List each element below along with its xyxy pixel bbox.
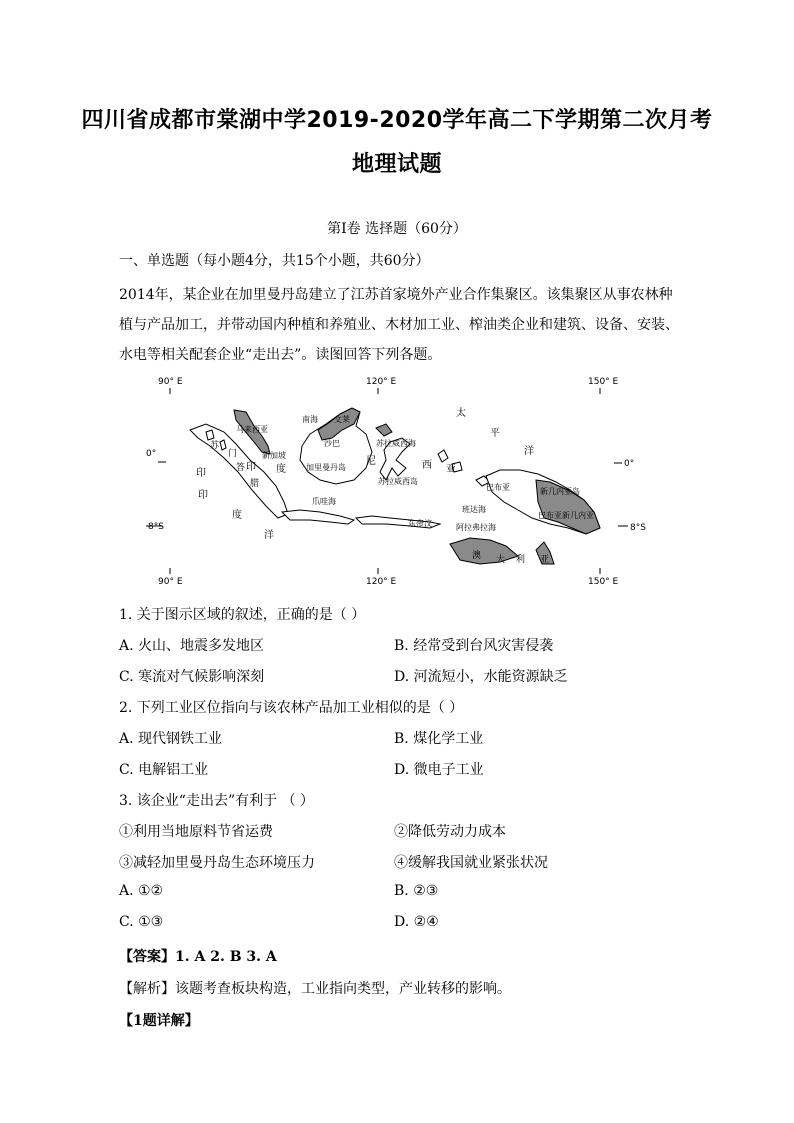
intro-line-1: 2014年，某企业在加里曼丹岛建立了江苏首家境外产业合作集聚区。该集聚区从事农林种 [119,287,673,303]
label-singapore: 新加坡 [262,451,286,460]
question-3-stem: 3. 该企业“走出去”有利于 （ ） [119,793,315,809]
label-australia-2: 大 [496,555,506,565]
label-wenlai: 文莱 [334,415,350,424]
label-indian-ocean-yin2: 印 [198,490,208,501]
small-island-1 [206,430,214,440]
label-pacific-2: 平 [490,428,500,439]
detail-heading: 【1题详解】 [119,1013,199,1029]
lon-label-90-bottom: 90° E [158,577,183,587]
label-ya: 亚 [446,464,456,475]
intro-line-3: 水电等相关配套企业“走出去”。读图回答下列各题。 [119,347,442,363]
label-png: 巴布亚新几内亚 [538,511,594,520]
label-shaba: 沙巴 [324,439,340,448]
analysis-line: 【解析】该题考查板块构造，工业指向类型，产业转移的影响。 [119,981,511,997]
label-australia-4: 亚 [540,555,550,565]
lat-label-0-left: 0° [146,449,157,459]
label-sulawesi-sea: 苏拉威西海 [376,439,416,448]
lon-label-120-top: 120° E [366,377,397,387]
q2-option-b: B. 煤化学工业 [394,731,484,747]
question-1-stem: 1. 关于图示区域的叙述，正确的是（ ） [119,607,366,623]
label-ni: 尼 [366,456,376,467]
label-menda: 门 [228,449,238,459]
label-xi: 西 [422,460,432,471]
lat-label-8s-right: 8°S [630,523,646,533]
label-yin: 印 [246,462,256,473]
label-australia-3: 利 [516,555,526,565]
section-heading: 第I卷 选择题（60分） [327,221,467,237]
doc-title-line2: 地理试题 [351,152,442,177]
philippines-fragment [376,424,392,436]
question-2-stem: 2. 下列工业区位指向与该农林产品加工业相似的是（ ） [119,700,464,716]
lon-label-90-top: 90° E [158,377,183,387]
q3-option-c: C. ①③ [119,914,164,930]
q1-option-c: C. 寒流对气候影响深刻 [119,669,265,685]
label-timor: 东帝汶 [408,519,432,528]
maluku-island-1 [438,450,448,462]
q3-statement-2: ②降低劳动力成本 [394,824,506,840]
label-arafura-sea: 阿拉弗拉海 [456,523,496,532]
label-kalimantan: 加里曼丹岛 [306,463,346,472]
label-java-sea: 爪哇海 [312,497,336,506]
q3-statement-3: ③减轻加里曼丹岛生态环境压力 [119,855,315,871]
label-banda-sea: 班达海 [462,505,486,514]
q1-option-d: D. 河流短小，水能资源缺乏 [394,669,568,685]
q2-option-d: D. 微电子工业 [394,762,484,778]
label-sulawesi: 苏拉威西岛 [378,477,418,486]
doc-title-line1: 四川省成都市棠湖中学2019-2020学年高二下学期第二次月考 [81,108,713,133]
label-indian-ocean-2: 度 [232,510,242,521]
part-heading: 一、单选题（每小题4分，共15个小题，共60分） [119,253,430,269]
label-indian-ocean-3: 洋 [264,530,274,541]
southeast-asia-map [140,372,650,590]
lat-label-0-right: 0° [624,459,635,469]
label-australia-1: 澳 [472,551,482,561]
australia-north-west [450,538,518,564]
q3-option-b: B. ②③ [394,883,439,899]
label-pacific-3: 洋 [524,446,534,457]
q2-option-c: C. 电解铝工业 [119,762,209,778]
label-new-guinea: 新几内亚岛 [540,487,580,496]
label-sumen: 苏 [210,441,220,451]
q3-option-a: A. ①② [119,883,164,899]
label-pacific-1: 太 [456,408,466,419]
lon-label-120-bottom: 120° E [366,577,397,587]
label-nanhai: 南海 [302,415,318,424]
label-la: 答 [236,463,246,473]
q3-option-d: D. ②④ [394,914,439,930]
q2-option-a: A. 现代钢铁工业 [119,731,223,747]
label-malaysia: 马来西亚 [236,425,268,434]
q1-option-b: B. 经常受到台风灾害侵袭 [394,638,554,654]
q1-option-a: A. 火山、地震多发地区 [119,638,265,654]
lon-label-150-bottom: 150° E [588,577,619,587]
label-bpx: 巴布亚 [486,483,510,492]
q3-statement-1: ①利用当地原料节省运费 [119,824,273,840]
label-la2: 腊 [250,479,260,489]
label-du: 度 [276,464,286,475]
answer-line: 【答案】1. A 2. B 3. A [119,949,277,965]
lat-label-8s-left: 8°S [148,522,164,532]
lon-label-150-top: 150° E [588,377,619,387]
label-indian-ocean-1: 印 [196,468,206,479]
intro-line-2: 植与产品加工，并带动国内种植和养殖业、木材加工业、榨油类企业和建筑、设备、安装、 [119,317,679,333]
java-island [282,510,354,524]
q3-statement-4: ④缓解我国就业紧张状况 [394,855,548,871]
